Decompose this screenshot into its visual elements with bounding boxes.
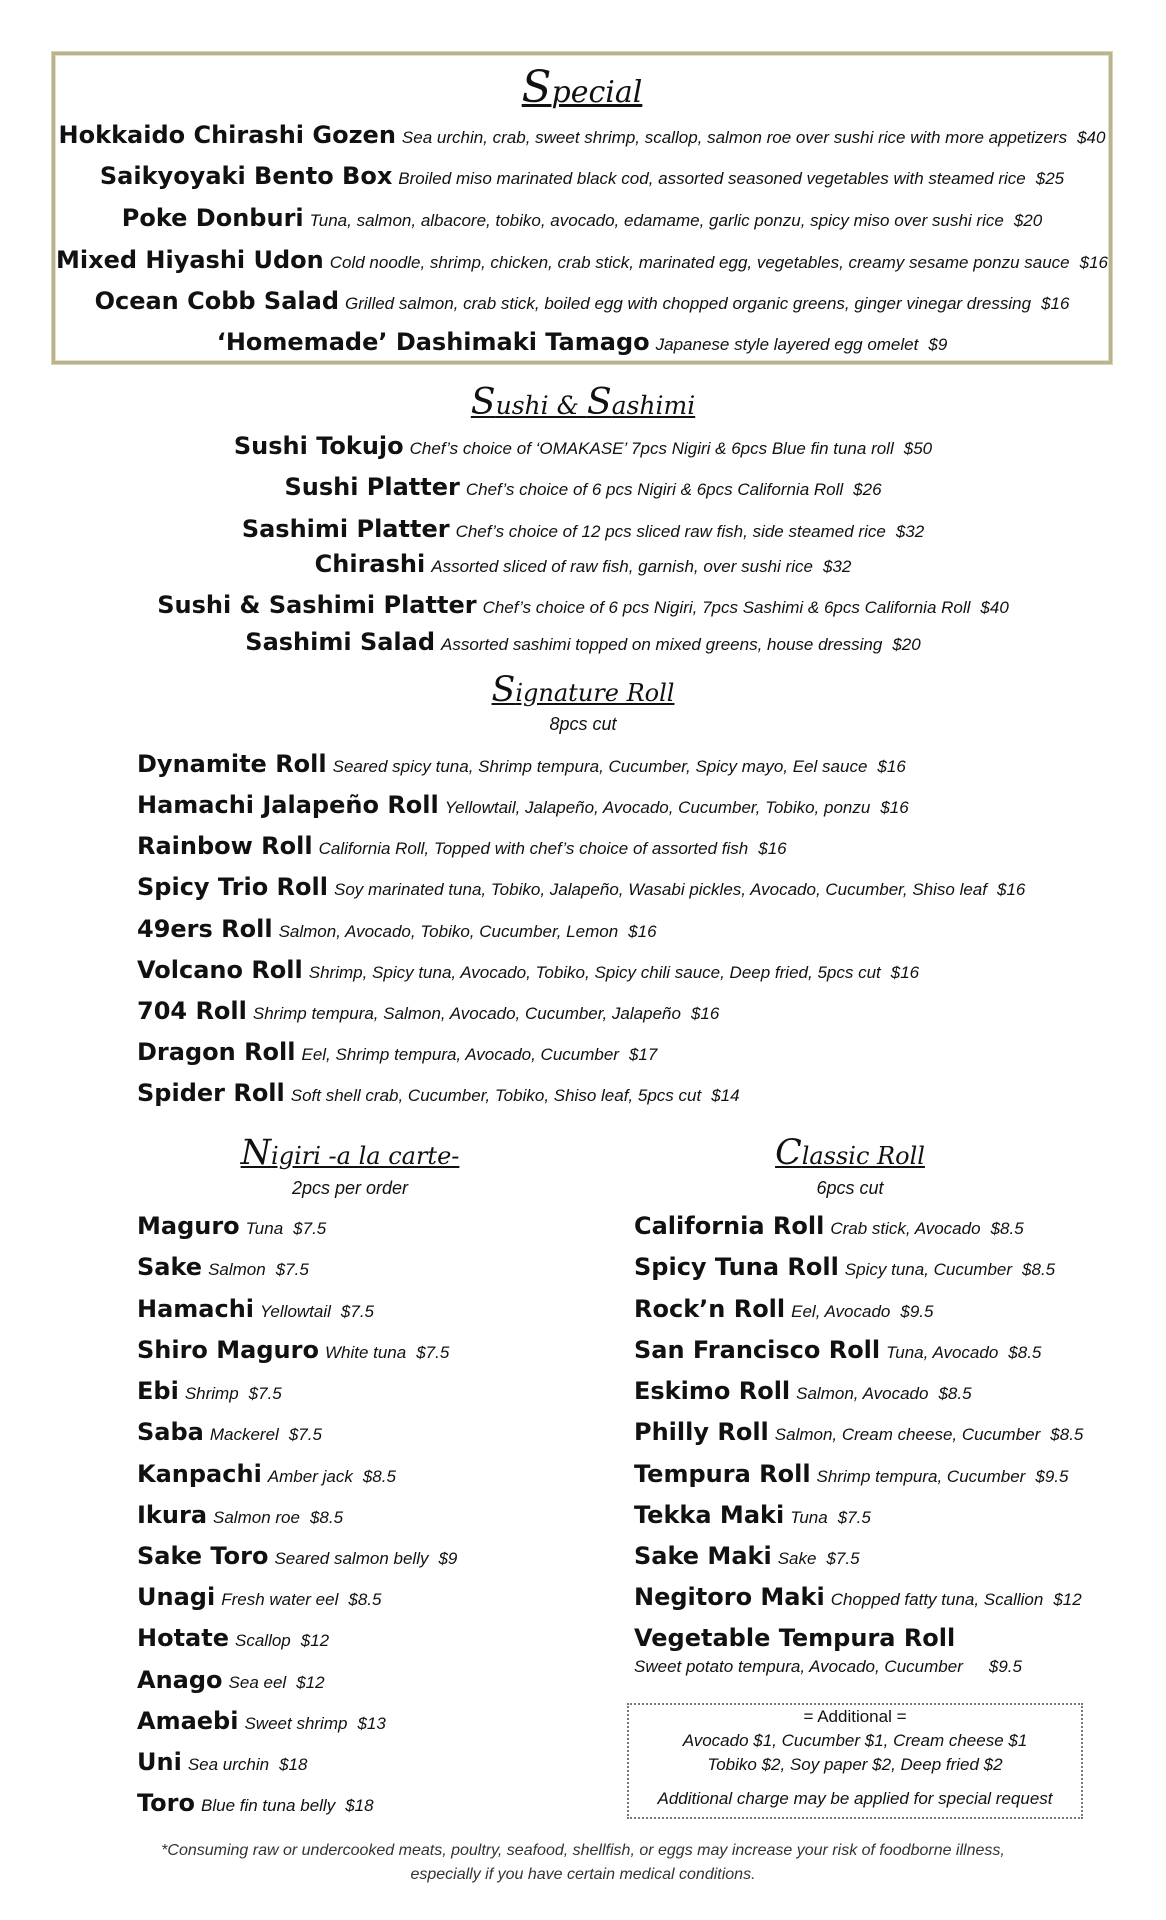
classic-item-vegetable: Vegetable Tempura Roll	[634, 1624, 956, 1652]
nigiri-item: Sake Salmon $7.5	[137, 1253, 309, 1281]
classic-subtitle: 6pcs cut	[816, 1178, 884, 1198]
signature-item: 49ers Roll Salmon, Avocado, Tobiko, Cucumber, Lemon $16	[137, 915, 657, 943]
nigiri-item: Unagi Fresh water eel $8.5	[137, 1583, 382, 1611]
additional-box	[627, 1703, 1083, 1819]
classic-item: Negitoro Maki Chopped fatty tuna, Scallion $12	[634, 1583, 1082, 1611]
nigiri-item: Amaebi Sweet shrimp $13	[137, 1707, 386, 1735]
classic-item: Tempura Roll Shrimp tempura, Cucumber $9.5	[634, 1460, 1069, 1488]
special-item: Ocean Cobb Salad Grilled salmon, crab stick, boiled egg with chopped organic greens, ginger vinegar dressing $16	[94, 287, 1070, 315]
signature-title: Signature Roll	[491, 670, 675, 710]
sushi-sashimi-item: Sashimi Platter Chef’s choice of 12 pcs sliced raw fish, side steamed rice $32	[241, 515, 925, 543]
sushi-sashimi-item: Sushi Tokujo Chef’s choice of ‘OMAKASE’ 7pcs Nigiri & 6pcs Blue fin tuna roll $50	[233, 432, 933, 460]
classic-item: Tekka Maki Tuna $7.5	[634, 1501, 871, 1529]
additional-line: Avocado $1, Cucumber $1, Cream cheese $1	[682, 1731, 1028, 1750]
special-item: Hokkaido Chirashi Gozen Sea urchin, crab, sweet shrimp, scallop, salmon roe over sushi rice with more appetizers $40	[58, 121, 1106, 149]
sushi-sashimi-item: Chirashi Assorted sliced of raw fish, garnish, over sushi rice $32	[314, 550, 852, 578]
classic-item: Spicy Tuna Roll Spicy tuna, Cucumber $8.5	[634, 1253, 1056, 1281]
classic-item: Eskimo Roll Salmon, Avocado $8.5	[634, 1377, 972, 1405]
classic-item: Rock’n Roll Eel, Avocado $9.5	[634, 1295, 934, 1323]
sushi-sashimi-item: Sushi & Sashimi Platter Chef’s choice of 6 pcs Nigiri, 7pcs Sashimi & 6pcs California Roll $40	[157, 591, 1009, 619]
sushi-sashimi-title: Sushi & Sashimi	[470, 380, 696, 423]
sushi-sashimi-item: Sashimi Salad Assorted sashimi topped on mixed greens, house dressing $20	[245, 628, 921, 656]
signature-item: Spicy Trio Roll Soy marinated tuna, Tobiko, Jalapeño, Wasabi pickles, Avocado, Cucumber, Shiso leaf $16	[137, 873, 1026, 901]
footnote: *Consuming raw or undercooked meats, poultry, seafood, shellfish, or eggs may increase your risk of foodborne illness,	[161, 1842, 1005, 1859]
classic-item: San Francisco Roll Tuna, Avocado $8.5	[634, 1336, 1042, 1364]
special-item: Mixed Hiyashi Udon Cold noodle, shrimp, chicken, crab stick, marinated egg, vegetables, creamy sesame ponzu sauce $16	[56, 246, 1108, 274]
signature-item: Dragon Roll Eel, Shrimp tempura, Avocado, Cucumber $17	[137, 1038, 658, 1066]
special-title: Special	[521, 63, 643, 113]
nigiri-item: Shiro Maguro White tuna $7.5	[137, 1336, 450, 1364]
nigiri-item: Hamachi Yellowtail $7.5	[137, 1295, 374, 1323]
nigiri-item: Ebi Shrimp $7.5	[137, 1377, 282, 1405]
signature-item: Dynamite Roll Seared spicy tuna, Shrimp tempura, Cucumber, Spicy mayo, Eel sauce $16	[137, 750, 906, 778]
additional-note: Additional charge may be applied for special request	[657, 1789, 1053, 1808]
special-item: Poke Donburi Tuna, salmon, albacore, tobiko, avocado, edamame, garlic ponzu, spicy miso over sushi rice $20	[121, 204, 1043, 232]
signature-item: Volcano Roll Shrimp, Spicy tuna, Avocado, Tobiko, Spicy chili sauce, Deep fried, 5pcs cut $16	[137, 956, 920, 984]
classic-title: Classic Roll	[775, 1133, 925, 1173]
sushi-sashimi-item: Sushi Platter Chef’s choice of 6 pcs Nigiri & 6pcs California Roll $26	[284, 473, 882, 501]
nigiri-item: Uni Sea urchin $18	[137, 1748, 308, 1776]
nigiri-item: Toro Blue fin tuna belly $18	[137, 1789, 374, 1817]
classic-item: California Roll Crab stick, Avocado $8.5	[634, 1212, 1024, 1240]
special-item: ‘Homemade’ Dashimaki Tamago Japanese style layered egg omelet $9	[216, 328, 948, 356]
nigiri-item: Kanpachi Amber jack $8.5	[137, 1460, 396, 1488]
signature-item: Hamachi Jalapeño Roll Yellowtail, Jalapeño, Avocado, Cucumber, Tobiko, ponzu $16	[137, 791, 909, 819]
footnote: especially if you have certain medical conditions.	[410, 1866, 756, 1883]
nigiri-item: Anago Sea eel $12	[137, 1666, 325, 1694]
nigiri-subtitle: 2pcs per order	[291, 1178, 409, 1198]
special-item: Saikyoyaki Bento Box Broiled miso marinated black cod, assorted seasoned vegetables with steamed rice $25	[99, 162, 1065, 190]
nigiri-item: Saba Mackerel $7.5	[137, 1418, 322, 1446]
nigiri-item: Sake Toro Seared salmon belly $9	[137, 1542, 458, 1570]
nigiri-item: Ikura Salmon roe $8.5	[137, 1501, 344, 1529]
signature-item: Rainbow Roll California Roll, Topped with chef’s choice of assorted fish $16	[137, 832, 787, 860]
special-section	[52, 52, 1112, 364]
nigiri-title: Nigiri -a la carte-	[240, 1133, 460, 1173]
signature-item: 704 Roll Shrimp tempura, Salmon, Avocado, Cucumber, Jalapeño $16	[137, 997, 720, 1025]
signature-subtitle: 8pcs cut	[549, 714, 617, 734]
classic-item: Sake Maki Sake $7.5	[634, 1542, 860, 1570]
classic-item-vegetable-desc: Sweet potato tempura, Avocado, Cucumber $9.5	[634, 1657, 1022, 1676]
signature-item: Spider Roll Soft shell crab, Cucumber, Tobiko, Shiso leaf, 5pcs cut $14	[137, 1079, 740, 1107]
additional-title: = Additional =	[803, 1707, 907, 1726]
classic-item: Philly Roll Salmon, Cream cheese, Cucumber $8.5	[634, 1418, 1084, 1446]
additional-line: Tobiko $2, Soy paper $2, Deep fried $2	[707, 1755, 1003, 1774]
nigiri-item: Hotate Scallop $12	[137, 1624, 330, 1652]
nigiri-item: Maguro Tuna $7.5	[137, 1212, 327, 1240]
